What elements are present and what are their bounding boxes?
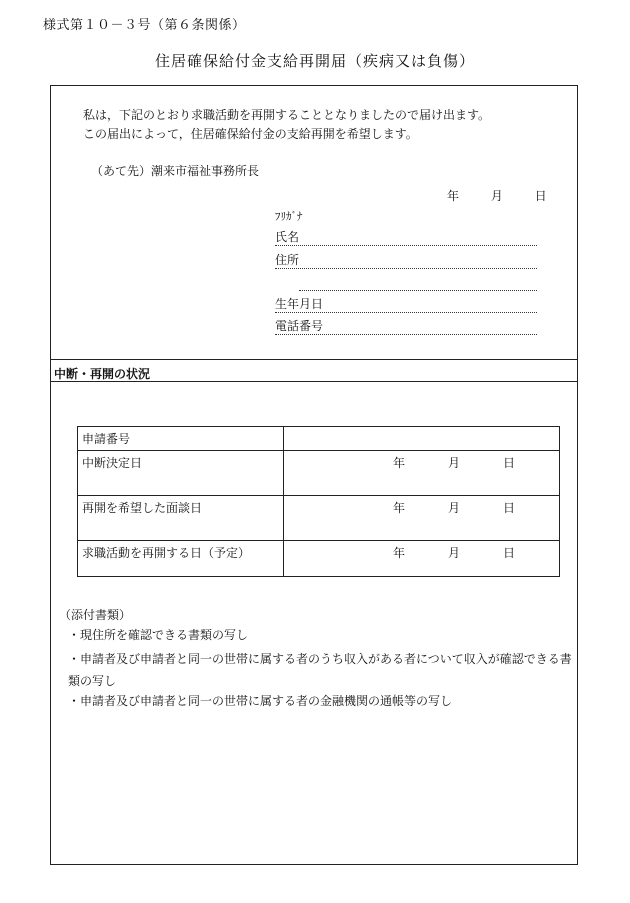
- year-label: 年: [392, 546, 405, 560]
- form-number: 様式第１０－３号（第６条関係）: [43, 18, 246, 33]
- intro-line-2: この届出によって，住居確保給付金の支給再開を希望します。: [83, 127, 418, 141]
- attachments-heading: （添付書類）: [59, 608, 132, 622]
- status-section-heading: 中断・再開の状況: [54, 367, 151, 381]
- table-row: [78, 427, 560, 451]
- document-title: 住居確保給付金支給再開届（疾病又は負傷）: [154, 52, 475, 70]
- date-day-label: 日: [534, 189, 547, 203]
- attachment-item: ・申請者及び申請者と同一の世帯に属する者の金融機関の通帳等の写し: [68, 694, 453, 708]
- attachment-item: ・現住所を確認できる書類の写し: [68, 628, 249, 642]
- month-label: 月: [447, 546, 460, 560]
- table-row: [78, 541, 560, 577]
- section-divider-bottom: [50, 381, 578, 382]
- year-label: 年: [392, 501, 405, 515]
- phone-label: 電話番号: [275, 319, 324, 333]
- attachment-item: ・申請者及び申請者と同一の世帯に属する者のうち収入がある者について収入が確認できる書類の写し: [68, 652, 572, 688]
- name-label: 氏名: [275, 230, 300, 244]
- furigana-label: ﾌﾘｶﾞﾅ: [275, 210, 303, 223]
- day-label: 日: [502, 456, 515, 470]
- address-label: 住所: [275, 253, 300, 267]
- name-field[interactable]: [275, 230, 537, 246]
- row-label-suspension-date: 中断決定日: [78, 451, 284, 496]
- intro-line-1: 私は，下記のとおり求職活動を再開することとなりましたので届け出ます。: [83, 108, 491, 122]
- month-label: 月: [447, 501, 460, 515]
- application-number-field[interactable]: [284, 427, 560, 451]
- section-divider-top: [50, 359, 578, 360]
- table-row: [78, 496, 560, 541]
- phone-field[interactable]: [275, 319, 537, 335]
- addressee: （あて先）潮来市福祉事務所長: [91, 164, 260, 178]
- address-field[interactable]: [275, 253, 537, 269]
- address-field-line-2[interactable]: [299, 275, 537, 291]
- day-label: 日: [502, 501, 515, 515]
- row-label-application-number: 申請番号: [78, 427, 284, 451]
- date-year-label: 年: [447, 189, 460, 203]
- submission-date[interactable]: [447, 187, 547, 204]
- day-label: 日: [502, 546, 515, 560]
- status-table: [77, 426, 560, 577]
- row-label-interview-date: 再開を希望した面談日: [78, 496, 284, 541]
- table-row: [78, 451, 560, 496]
- birthdate-label: 生年月日: [275, 297, 324, 311]
- job-search-resume-date-field[interactable]: [284, 541, 560, 577]
- month-label: 月: [447, 456, 460, 470]
- birthdate-field[interactable]: [275, 297, 537, 313]
- suspension-date-field[interactable]: [284, 451, 560, 496]
- date-month-label: 月: [490, 189, 503, 203]
- year-label: 年: [392, 456, 405, 470]
- interview-date-field[interactable]: [284, 496, 560, 541]
- row-label-job-search-resume-date: 求職活動を再開する日（予定）: [78, 541, 284, 577]
